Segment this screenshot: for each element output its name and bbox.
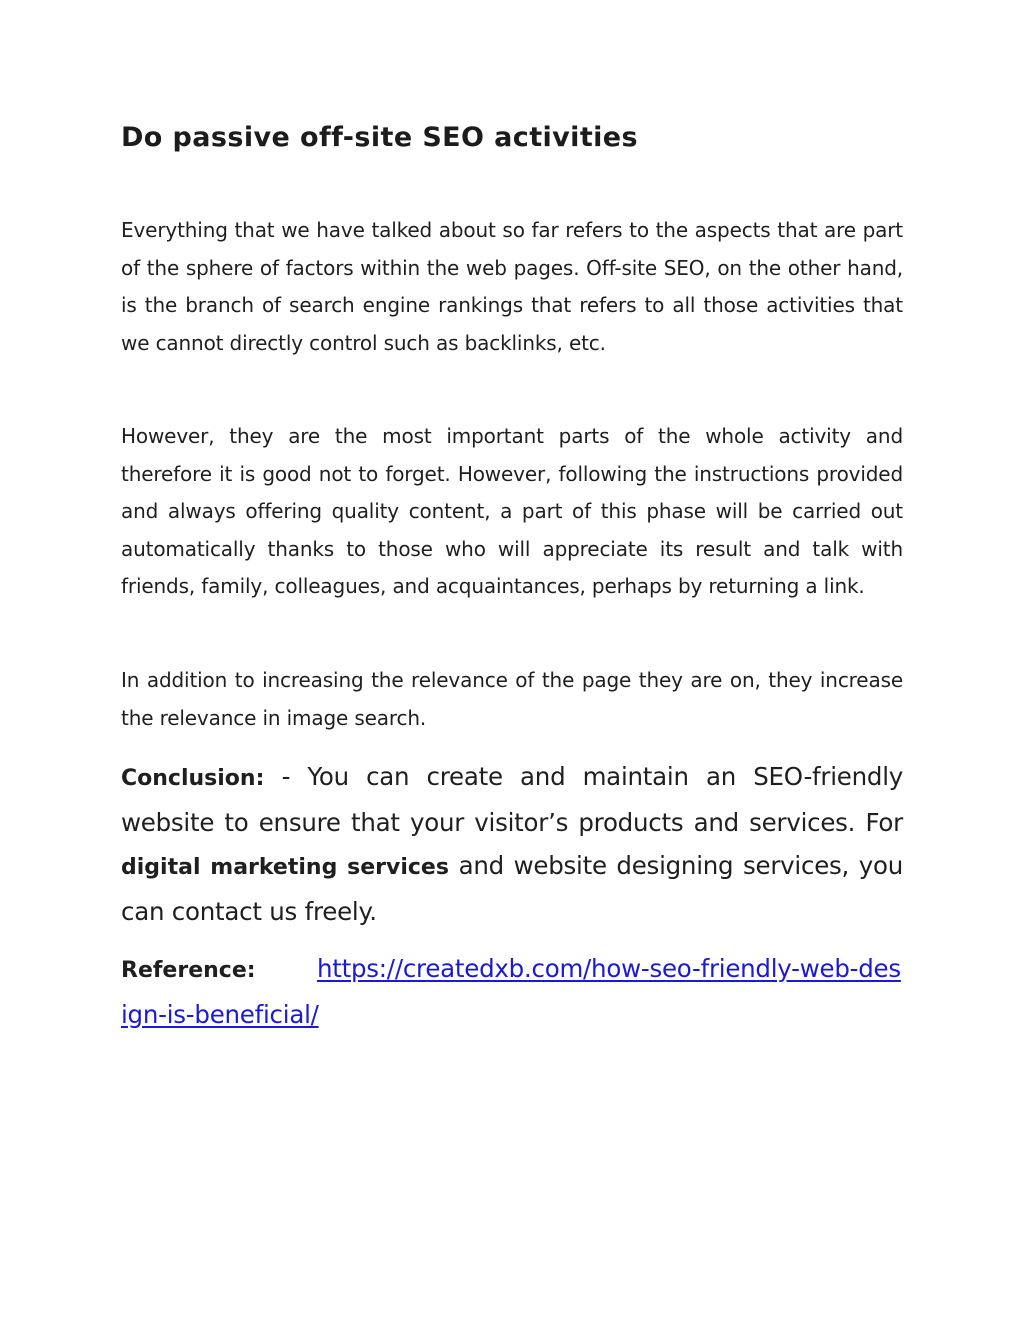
reference-link[interactable]: https://createdxb.com/how-seo-friendly-web-design-is-beneficial/ bbox=[121, 954, 901, 1029]
conclusion-text-before: - You can create and maintain an SEO-friendly website to ensure that your visitor’s products and services. For bbox=[121, 762, 903, 837]
reference-paragraph bbox=[121, 947, 903, 1036]
page-title: Do passive off-site SEO activities bbox=[121, 122, 638, 153]
paragraph-off-site-seo: Everything that we have talked about so far refers to the aspects that are part of the sphere of factors within the web pages. Off-site SEO, on the other hand, is the branch of search engine rankings that refers to all those activities that we cannot directly control such as backlinks, etc. bbox=[121, 218, 903, 355]
conclusion-highlight: digital marketing services bbox=[121, 855, 449, 880]
paragraph-relevance: In addition to increasing the relevance of the page they are on, they increase the relevance in image search. bbox=[121, 668, 903, 730]
conclusion-paragraph bbox=[121, 755, 903, 933]
paragraph-important-parts: However, they are the most important parts of the whole activity and therefore it is good not to forget. However, following the instructions provided and always offering quality content, a part of this phase will be carried out automatically thanks to those who will appreciate its result and talk with friends, family, colleagues, and acquaintances, perhaps by returning a link. bbox=[121, 424, 903, 599]
conclusion-label: Conclusion: bbox=[121, 766, 265, 791]
reference-label: Reference: bbox=[121, 958, 256, 983]
conclusion-text-after: and website designing services, you can contact us freely. bbox=[121, 851, 904, 926]
